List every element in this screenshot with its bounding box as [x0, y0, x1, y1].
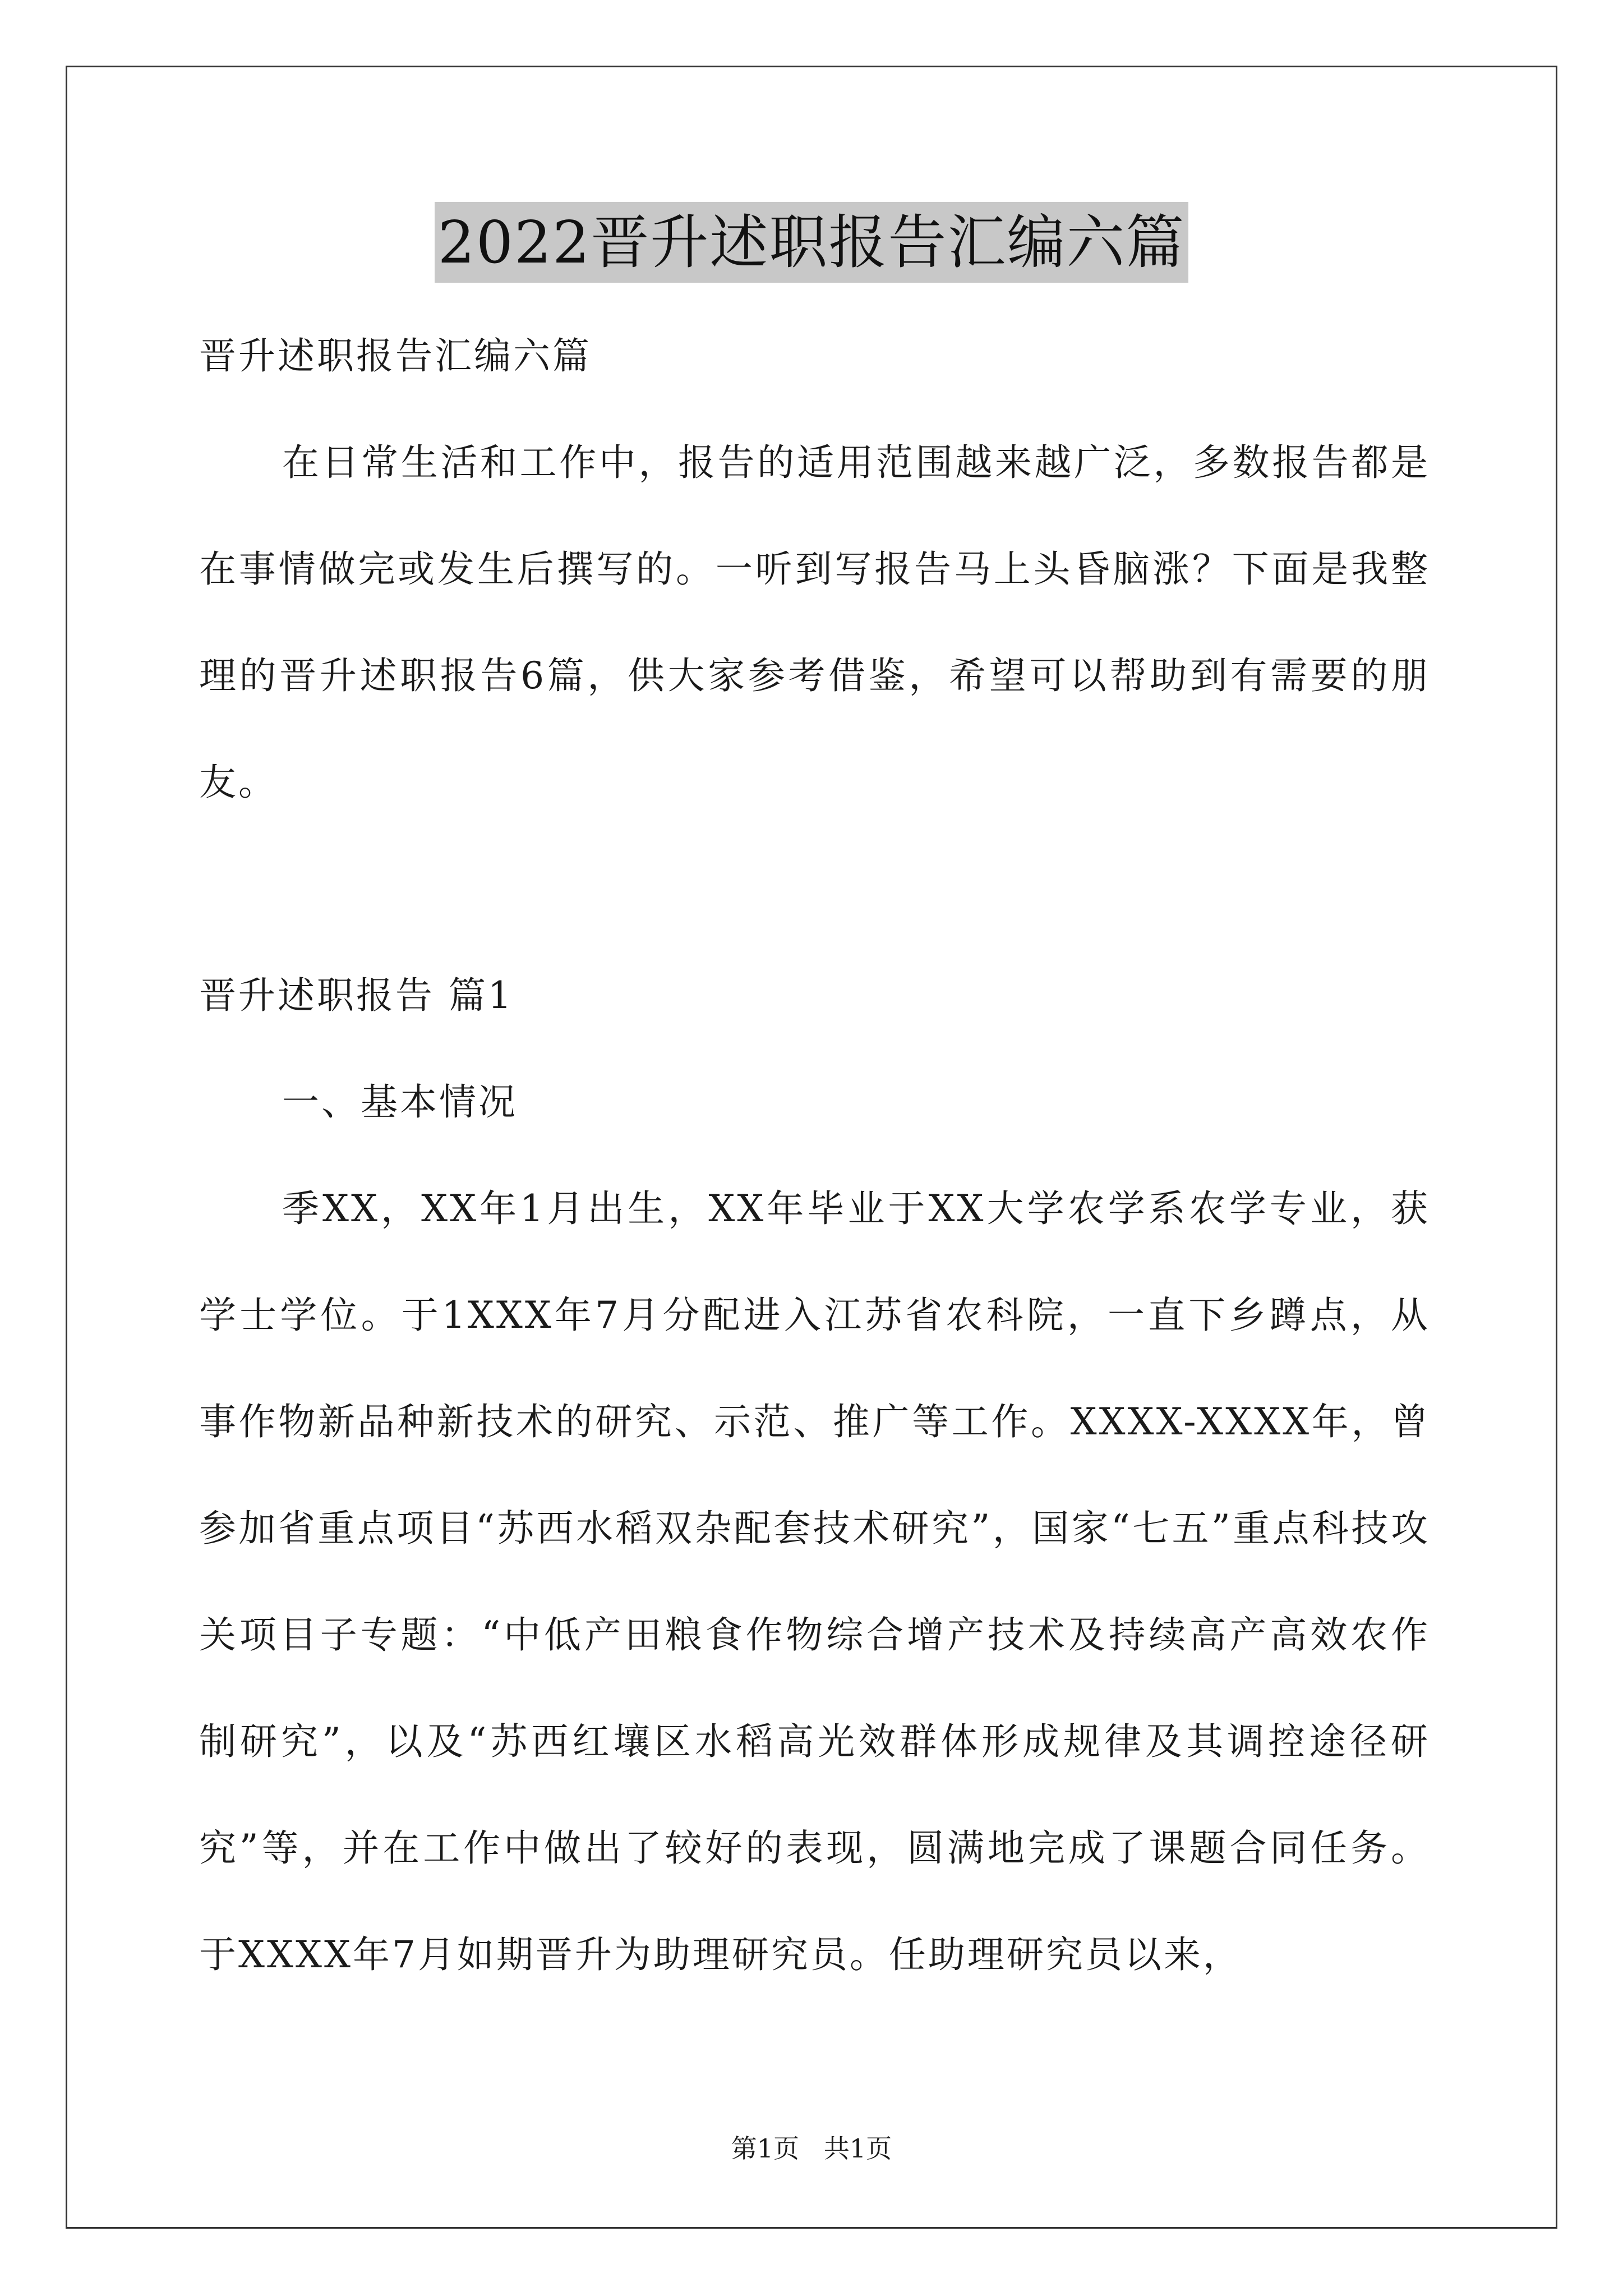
document-title: 2022晋升述职报告汇编六篇 — [435, 202, 1189, 283]
body-paragraph: 季XX，XX年1月出生，XX年毕业于XX大学农学系农学专业，获学士学位。于1XXX年7月分配进入江苏省农科院，一直下乡蹲点，从事作物新品种新技术的研究、示范、推广等工作。XXXX-XXXX年，曾参加省重点项目“苏西水稻双杂配套技术研究”，国家“七五”重点科技攻关项目子专题：“中低产田粮食作物综合增产技术及持续高产高效农作制研究”，以及“苏西红壤区水稻高光效群体形成规律及其调控途径研究”等，并在工作中做出了较好的表现，圆满地完成了课题合同任务。于XXXX年7月如期晋升为助理研究员。任助理研究员以来， — [199, 1187, 1430, 1976]
section-heading: 晋升述职报告 篇1 — [199, 974, 514, 1017]
page-footer: 第1页 共1页 — [731, 2133, 892, 2164]
section-spacer — [199, 836, 1430, 942]
item-heading: 一、基本情况 — [282, 1080, 518, 1124]
title-container — [0, 202, 1623, 283]
document-subtitle: 晋升述职报告汇编六篇 — [199, 334, 592, 378]
document-body — [199, 303, 1430, 2008]
intro-paragraph: 在日常生活和工作中，报告的适用范围越来越广泛，多数报告都是在事情做完或发生后撰写的。一听到写报告马上头昏脑涨？下面是我整理的晋升述职报告6篇，供大家参考借鉴，希望可以帮助到有需要的朋友。 — [199, 441, 1430, 804]
